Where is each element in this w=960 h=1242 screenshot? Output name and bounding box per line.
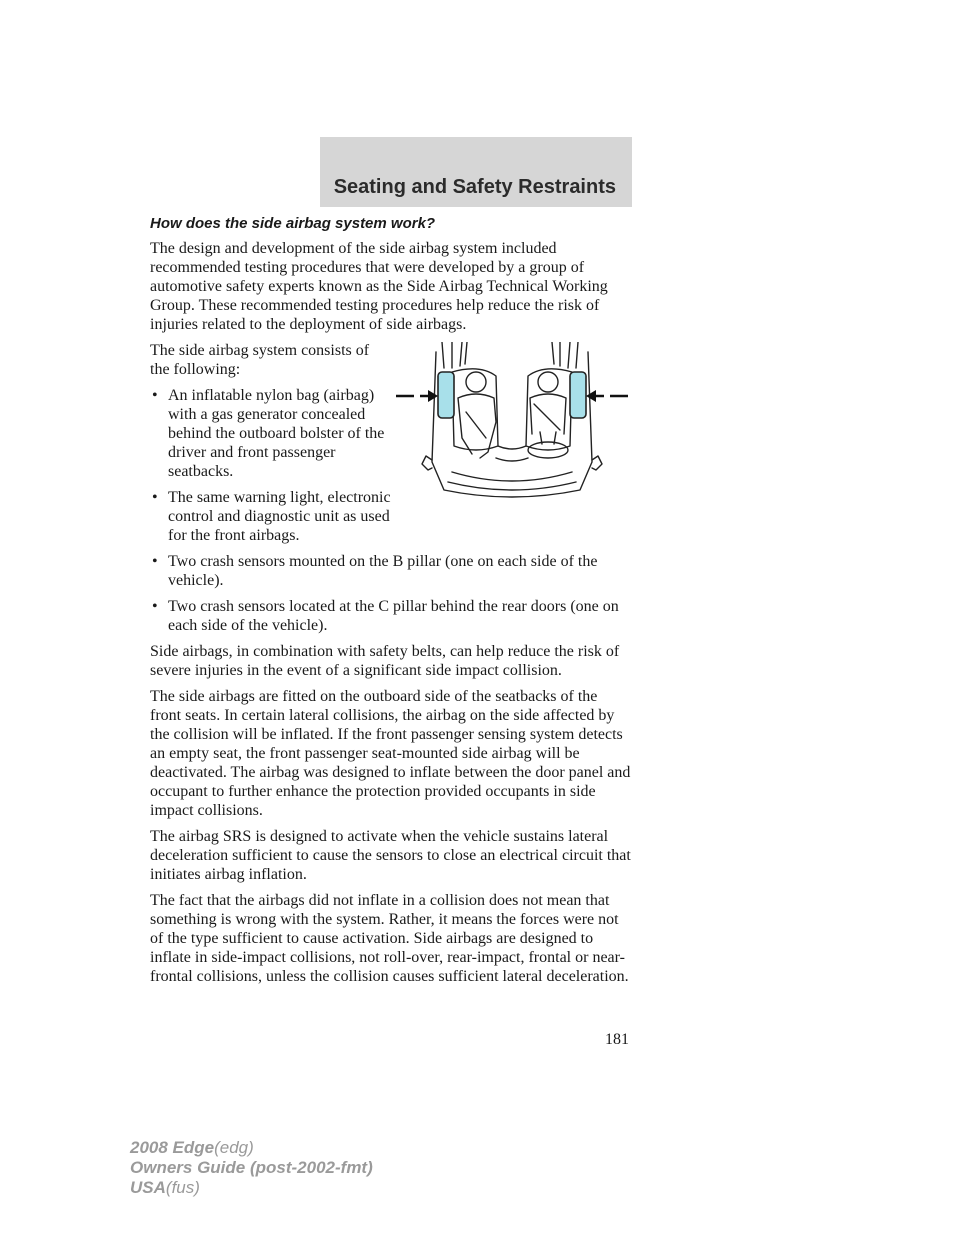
- intro-paragraph: The design and development of the side airbag system included recommended testing procedures that were developed by a group of automotive safety experts known as the Side Airbag Technical Working Group. These recommended testing procedures help reduce the risk of injuries related to the deployment of side airbags.: [150, 240, 608, 333]
- footer-market-code: (fus): [165, 1178, 200, 1197]
- document-footer: [130, 1138, 373, 1198]
- system-components-intro: The side airbag system consists of the following:: [150, 342, 370, 378]
- side-airbag-illustration: [392, 342, 632, 502]
- footer-market: USA: [130, 1178, 166, 1197]
- list-item-text: The same warning light, electronic control and diagnostic unit as used for the front airbags.: [168, 489, 391, 544]
- paragraph: Side airbags, in combination with safety belts, can help reduce the risk of severe injuries in the event of a significant side impact collision.: [150, 643, 620, 679]
- list-item: [150, 597, 632, 635]
- list-item-text: Two crash sensors mounted on the B pillar (one on each side of the vehicle).: [168, 553, 598, 589]
- subsection-heading: How does the side airbag system work?: [150, 215, 436, 232]
- paragraph: The side airbags are fitted on the outboard side of the seatbacks of the front seats. In certain lateral collisions, the airbag on the side affected by the collision will be inflated. If the front passenger sensing system detects an empty seat, the front passenger seat-mounted side airbag will be deactivated. The airbag was designed to inflate between the door panel and occupant to further enhance the protection provided occupants in side impact collisions.: [150, 688, 631, 819]
- list-item: [150, 552, 632, 590]
- driver-airbag: [438, 372, 454, 418]
- bullet-icon: •: [152, 489, 158, 506]
- page-number: 181: [605, 1031, 629, 1048]
- bullet-icon: •: [152, 387, 158, 404]
- footer-model-code: (edg): [214, 1138, 254, 1157]
- list-item: [150, 488, 394, 545]
- paragraph: The airbag SRS is designed to activate when the vehicle sustains lateral deceleration sufficient to cause the sensors to close an electrical circuit that initiates airbag inflation.: [150, 828, 631, 883]
- paragraph: The fact that the airbags did not inflate in a collision does not mean that something is wrong with the system. Rather, it means the forces were not of the type sufficient to cause activation. Side airbags are designed to inflate in side-impact collisions, not roll-over, rear-impact, frontal or near-frontal collisions, unless the collision causes sufficient lateral deceleration.: [150, 892, 629, 985]
- footer-model: 2008 Edge: [130, 1138, 215, 1157]
- header-band: [320, 137, 632, 207]
- list-item: [150, 386, 394, 481]
- page-content: [150, 214, 632, 993]
- list-item-text: An inflatable nylon bag (airbag) with a gas generator concealed behind the outboard bolster of the driver and front passenger seatbacks.: [168, 387, 385, 480]
- list-item-text: Two crash sensors located at the C pillar behind the rear doors (one on each side of the vehicle).: [168, 598, 619, 634]
- bullet-icon: •: [152, 553, 158, 570]
- footer-guide: Owners Guide (post-2002-fmt): [130, 1158, 373, 1177]
- bullet-icon: •: [152, 598, 158, 615]
- section-title: Seating and Safety Restraints: [333, 176, 616, 198]
- passenger-airbag: [570, 372, 586, 418]
